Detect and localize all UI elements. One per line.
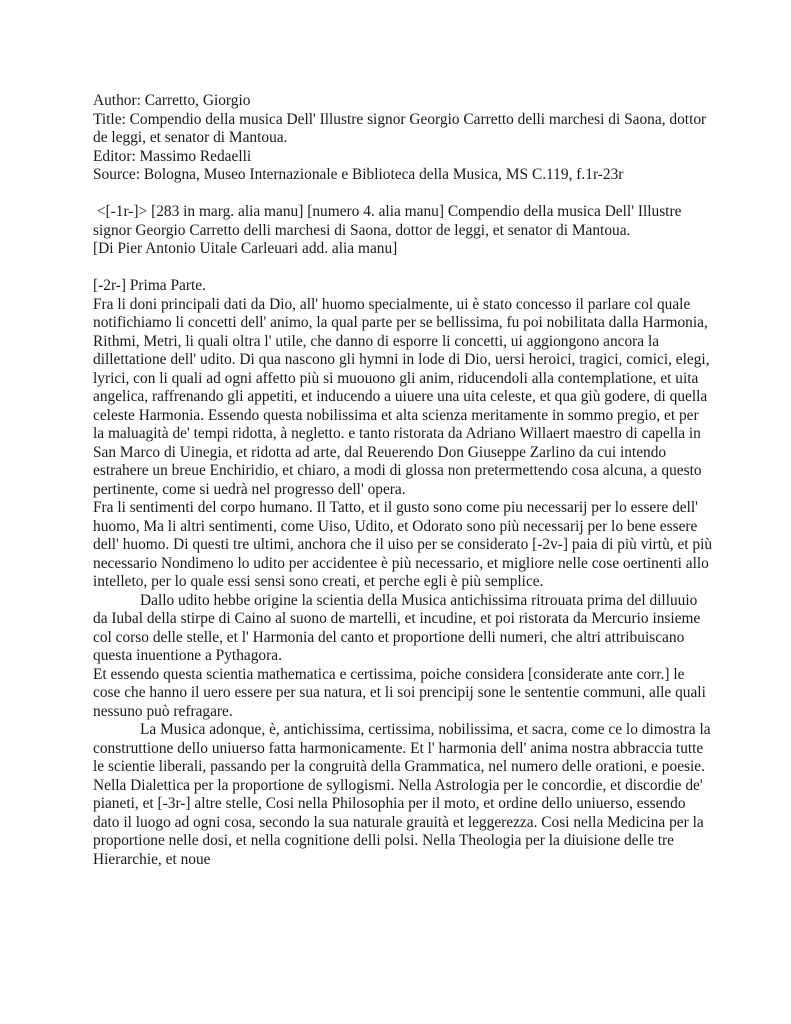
metadata-block — [93, 92, 713, 185]
paragraph: Dallo udito hebbe origine la scientia della Musica antichissima ritrouata prima del dilluuio da Iubal della stirpe di Caino al suono de martelli, et incudine, et poi ristorata da Mercurio insieme col corso delle stelle, et l' Harmonia del canto et proportione delli numeri, che altri attribuiscano questa inuentione a Pythagora. — [93, 591, 701, 664]
section-heading: [-2r-] Prima Parte. — [93, 277, 206, 294]
paragraph: Fra li doni principali dati da Dio, all' huomo specialmente, ui è stato concesso il parlare col quale notifichiamo li concetti dell' animo, la qual parte per se bellissima, fu poi nobilitata dalla Harmonia, Rithmi, Metri, li quali oltra l' utile, che danno di esporre li concetti, ui aggiongono ancora la dillettatione dell' udito. Di qua nascono gli hymni in lode di Dio, uersi heroici, tragici, comici, elegi, lyrici, con li quali ad ogni affetto più si muouono gli anim, riducendoli alla contemplatione, et uita angelica, raffrenando gli appetiti, et inducendo a uiuere una uita celeste, et qua giù godere, di quella celeste Harmonia. Essendo questa nobilissima et alta scienza meritamente in sommo pregio, et per la maluagità de' tempi ridotta, à negletto. e tanto ristorata da Adriano Willaert maestro di capella in San Marco di Uinegia, et ridotta ad arte, dal Reuerendo Don Giuseppe Zarlino da cui intendo estrahere un breue Enchiridio, et chiaro, a modi di glossa non pretermettendo cosa alcuna, a questo pertinente, come si uedrà nel progresso dell' opera. — [93, 295, 710, 498]
source-line: Source: Bologna, Museo Internazionale e Biblioteca della Musica, MS C.119, f.1r-23r — [93, 166, 624, 183]
paragraph: La Musica adonque, è, antichissima, certissima, nobilissima, et sacra, come ce lo dimostra la construttione dello uniuerso fatta harmonicamente. Et l' harmonia dell' anima nostra abbraccia tutte le scientie liberali, passando per la congruità della Grammatica, nel numero delle orationi, e poesie. Nella Dialettica per la proportione de syllogismi. Nella Astrologia per le concordie, et discordie de' pianeti, et [-3r-] altre stelle, Cosi nella Philosophia per il moto, et ordine dello uniuerso, essendo dato il luogo ad ogni cosa, secondo la sua naturale grauità et leggerezza. Cosi nella Medicina per la proportione nelle dosi, et nella cognitione delli polsi. Nella Theologia per la diuisione delle tre Hierarchie, et noue — [93, 721, 711, 868]
title-line: Title: Compendio della musica Dell' Illustre signor Georgio Carretto delli marchesi di Saona, dottor de leggi, et senator di Mantoua. — [93, 110, 707, 146]
paragraph: Fra li sentimenti del corpo humano. Il Tatto, et il gusto sono come piu necessarij per lo essere dell' huomo, Ma li altri sentimenti, come Uiso, Udito, et Odorato sono più necessarij per lo bene essere dell' huomo. Di questi tre ultimi, anchora che il uiso per se considerato [-2v-] paia di più virtù, et più necessario Nondimeno lo udito per accidentee è più necessario, et migliore nelle cose oertinenti allo intelleto, per lo quale essi sensi sono creati, et perche egli è più semplice. — [93, 499, 713, 590]
incipit-block — [93, 203, 713, 259]
body-text — [93, 277, 713, 869]
incipit-text: <[-1r-]> [283 in marg. alia manu] [numero 4. alia manu] Compendio della musica Dell' Illustre signor Georgio Carretto delli marchesi di Saona, dottor de leggi, et senator di Mantoua. — [93, 203, 686, 239]
editor-line: Editor: Massimo Redaelli — [93, 147, 252, 165]
author-line: Author: Carretto, Giorgio — [93, 92, 251, 109]
document-page — [93, 92, 713, 869]
attribution-note: [Di Pier Antonio Uitale Carleuari add. alia manu] — [93, 240, 398, 257]
paragraph: Et essendo questa scientia mathematica e certissima, poiche considera [considerate ante corr.] le cose che hanno il uero essere per sua natura, et li soi prencipij sone le sententie communi, alle quali nessuno può refragare. — [93, 665, 706, 720]
